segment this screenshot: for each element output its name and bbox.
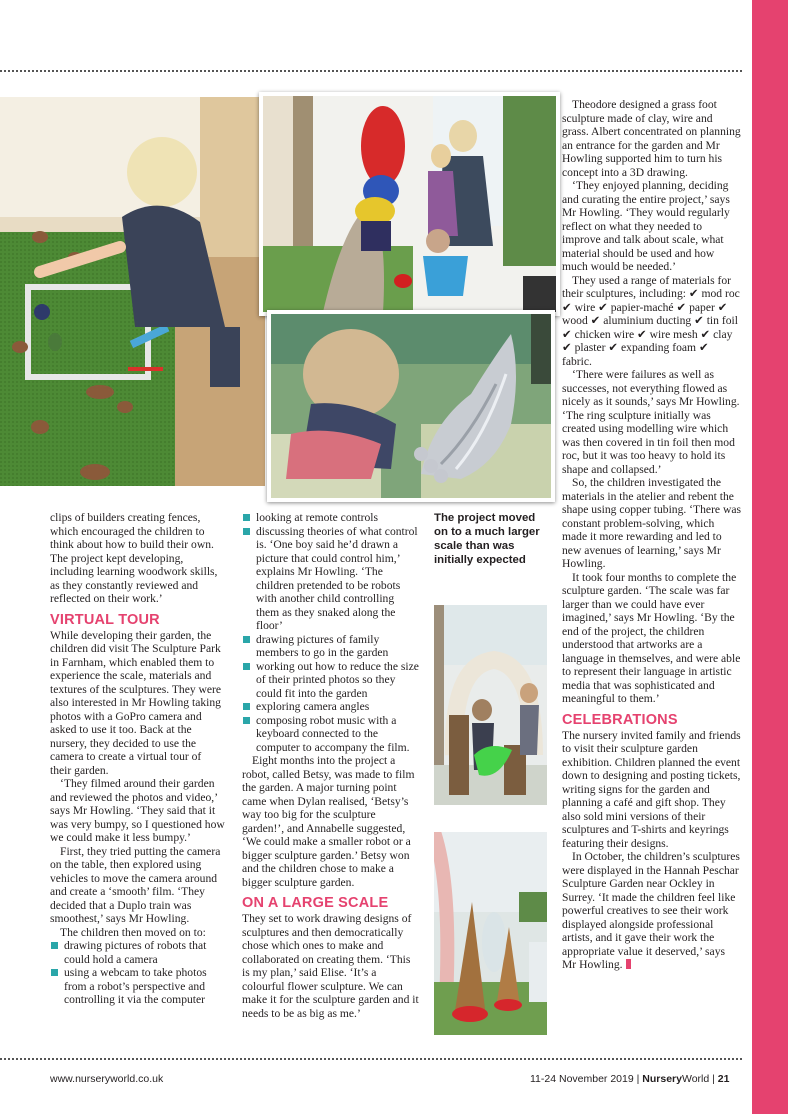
list-item: looking at remote controls [242,511,420,525]
final-paragraph-text: In October, the children’s sculptures were displayed in the Hannah Peschar Sculpture Garden near Ockley in Surrey. ‘It made the children feel like powerful creatives to see their work displayed alongside professional artists, and it gave their work the appropriate value it deserved,’ says Mr Howling. [562,850,740,971]
heading-on-a-large-scale: ON A LARGE SCALE [242,895,389,911]
footer-separator: | [712,1073,715,1085]
col2-bullet-list [242,511,420,754]
footer-website: www.nurseryworld.co.uk [50,1073,164,1085]
photo-children-painting-sculpture [259,92,560,316]
text-column-1 [50,511,225,1007]
list-item: drawing pictures of family members to go in the garden [242,633,420,660]
col1-paragraph: First, they tried putting the camera on the table, then explored using vehicles to move the camera around and create a ‘smooth’ film. ‘They decided that a Duplo train was smoothest,’ says Mr Howling. [50,844,221,925]
text-column-2 [242,511,420,1020]
end-of-article-mark [626,959,631,969]
list-item: drawing pictures of robots that could hold a camera [50,939,225,966]
footer-issue [530,1073,729,1085]
col3-paragraph: It took four months to complete the sculpture garden. ‘The scale was far larger than we could have ever imagined,’ says Mr Howling. ‘By the end of the project, the children understood that artworks are a language in themselves, and were able to represent their language in artistic media that was sophisticated and meaningful to them.’ [562,570,741,705]
footer-separator: | [636,1073,640,1085]
col2-paragraph: They set to work drawing designs of sculptures and then democratically chose which ones to make and collaborated on creating them. ‘This is my plan,’ said Elise. ‘It’s a colourful flower sculpture. We can make it for the sculpture garden and it needs to be as big as me.’ [242,912,419,1020]
col3-paragraph: The nursery invited family and friends to visit their sculpture garden exhibition. Children planned the event down to designing and posting tickets, writing signs for the garden and planning a café and gift shop. They also sold mini versions of their sculptures and T-shirts and keyrings featuring their designs. [562,728,741,850]
text-column-3 [562,98,741,972]
photo-sculpture-garden-exhibition [434,832,547,1035]
heading-virtual-tour: VIRTUAL TOUR [50,611,160,628]
col1-paragraph: The children then moved on to: [60,925,206,939]
col3-paragraph: ‘There were failures as well as successes, not everything flowed as nicely as it sounds,’ says Mr Howling. ‘The ring sculpture initially was created using modelling wire which was then covered in tin foil then mod roc, but it was too heavy to hold its shape and collapsed.’ [562,368,740,476]
col3-paragraph: ‘They enjoyed planning, deciding and curating the entire project,’ says Mr Howling. ‘They would regularly reflect on what they needed to improve and talk about scale, what material should be used and how much would be needed.’ [562,179,730,273]
col3-paragraph: They used a range of materials for their sculptures, including: ✔ mod roc ✔ wire ✔ papier-maché ✔ paper ✔ wood ✔ aluminium ducting ✔ tin foil ✔ chicken wire ✔ wire mesh ✔ clay ✔ plaster ✔ expanding foam ✔ fabric. [562,273,740,368]
footer-date: 11-24 November 2019 [530,1073,634,1085]
col1-bullet-list [50,939,225,1007]
photo-child-pointing-at-garden-model [0,97,265,486]
list-item: discussing theories of what control is. ‘One boy said he’d drawn a picture that could control him,’ explains Mr Howling. ‘The children pretended to be robots with another child controlling them as they snaked along the floor’ [242,525,420,633]
col1-paragraph: ‘They filmed around their garden and reviewed the photos and video,’ says Mr Howling. ‘They said that it was very bumpy, so I questioned how we could make it less bumpy.’ [50,777,225,844]
col1-paragraph: While developing their garden, the children did visit The Sculpture Park in Farnham, which enabled them to experience the scale, materials and textures of the sculptures. They were also interested in Mr Howling taking photos with a GoPro camera and asked to use it too. Back at the nursery, they decided to use the camera to create a virtual tour of their garden. [50,628,222,777]
col3-paragraph: Theodore designed a grass foot sculpture made of clay, wire and grass. Albert concentrated on planning an entrance for the garden and Mr Howling supported him to turn his concept into a 3D drawing. [562,98,741,179]
photo-children-in-ring-sculpture [434,605,547,805]
col1-paragraph: clips of builders creating fences, which encouraged the children to think about how to build their own. The project kept developing, including learning woodwork skills, as they constantly reviewed and reflected on their work.’ [50,511,218,605]
top-dotted-rule [0,70,742,72]
col2-paragraph: Eight months into the project a robot, called Betsy, was made to film the garden. A major turning point came when Dylan realised, ‘Betsy’s way too big for the sculpture garden!’, and Annabelle suggested, ‘We could make a smaller robot or a bigger sculpture garden.’ Betsy won and the children chose to make a bigger sculpture garden. [242,754,415,889]
bottom-dotted-rule [0,1058,742,1060]
photo-child-with-tinfoil-sculpture [267,310,555,502]
footer-magazine-bold: Nursery [642,1073,682,1085]
page-number: 21 [717,1073,730,1085]
photo-caption: The project moved on to a much larger scale than was initially expected [434,512,540,566]
footer-magazine-rest: World [681,1073,710,1085]
list-item: exploring camera angles [242,700,420,714]
col3-paragraph: So, the children investigated the materials in the atelier and rebent the shape using copper tubing. ‘There was constant problem-solving, which made it more rewarding and led to new avenues of learning,’ says Mr Howling. [562,476,742,570]
col3-paragraph [562,850,741,972]
page-edge-tab [752,0,788,1114]
heading-celebrations: CELEBRATIONS [562,711,678,728]
list-item: composing robot music with a keyboard connected to the computer to accompany the film. [242,714,420,755]
list-item: working out how to reduce the size of their printed photos so they could fit into the garden [242,660,420,701]
list-item: using a webcam to take photos from a robot’s perspective and controlling it via the computer [50,966,225,1007]
